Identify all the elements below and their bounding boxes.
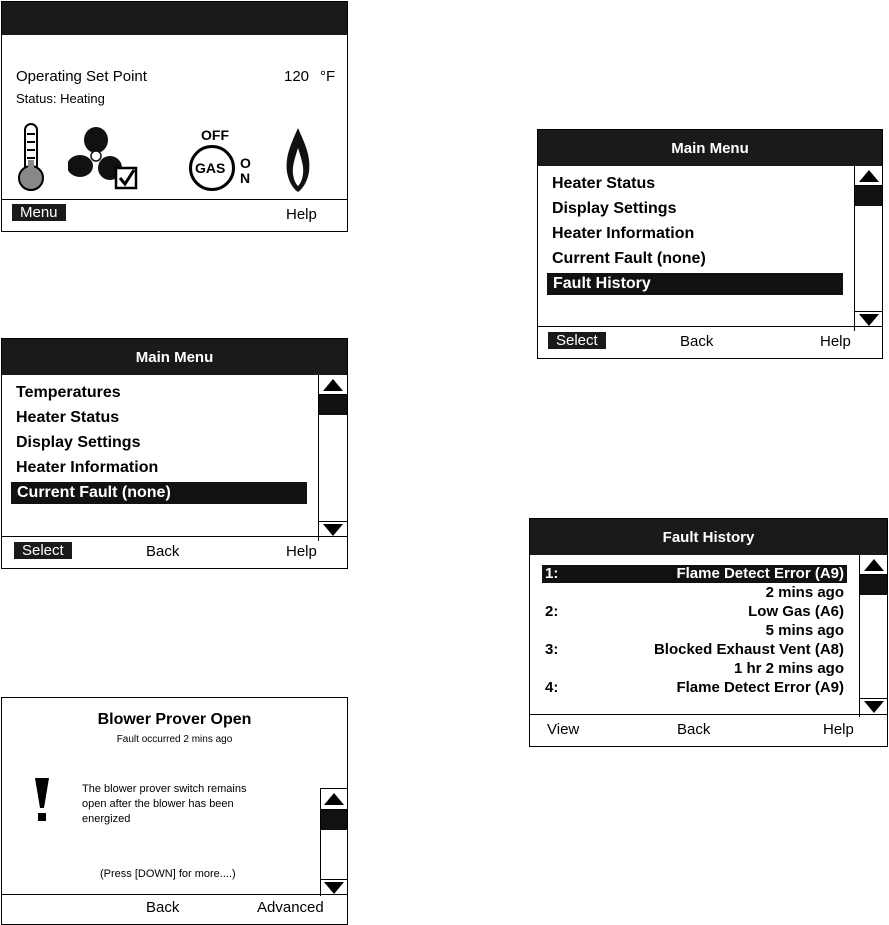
menu-scrollbar[interactable] bbox=[854, 166, 883, 331]
help-softkey[interactable]: Help bbox=[286, 206, 317, 223]
fault-description: Flame Detect Error (A9) bbox=[676, 679, 844, 696]
gas-on-letter-o: O bbox=[240, 155, 251, 171]
scroll-down-arrow-icon[interactable] bbox=[864, 701, 884, 713]
scroll-up-arrow-icon[interactable] bbox=[864, 559, 884, 571]
fault-number: 4: bbox=[545, 679, 559, 696]
menu-item-display-settings[interactable]: Display Settings bbox=[16, 434, 141, 451]
menu-item-current-fault[interactable]: Current Fault (none) bbox=[552, 250, 706, 267]
back-softkey[interactable]: Back bbox=[146, 899, 180, 916]
fault-message-line-1: The blower prover switch remains bbox=[82, 783, 247, 795]
select-softkey[interactable]: Select bbox=[548, 332, 606, 349]
scroll-thumb[interactable] bbox=[319, 395, 348, 415]
scroll-down-arrow-icon[interactable] bbox=[324, 882, 344, 894]
fault-message-line-3: energized bbox=[82, 813, 131, 825]
fault-detail-panel bbox=[1, 697, 348, 925]
fault-description: Flame Detect Error (A9) bbox=[676, 565, 844, 582]
menu-item-fault-history[interactable]: Fault History bbox=[547, 273, 843, 295]
main-menu-panel-2 bbox=[537, 129, 883, 359]
fault-history-scrollbar[interactable] bbox=[859, 555, 888, 717]
status-text: Status: Heating bbox=[16, 91, 105, 106]
scroll-down-arrow-icon[interactable] bbox=[859, 314, 879, 326]
fault-number: 2: bbox=[545, 603, 559, 620]
thermometer-icon bbox=[16, 122, 46, 194]
flame-icon bbox=[283, 126, 313, 194]
scroll-thumb[interactable] bbox=[855, 186, 883, 206]
fault-row-1-time bbox=[542, 584, 847, 602]
menu-item-current-fault[interactable]: Current Fault (none) bbox=[11, 482, 307, 504]
select-softkey[interactable]: Select bbox=[14, 542, 72, 559]
menu-item-display-settings[interactable]: Display Settings bbox=[552, 200, 677, 217]
fault-time: 2 mins ago bbox=[765, 584, 844, 601]
fault-row-2[interactable] bbox=[542, 603, 847, 621]
fault-row-2-time bbox=[542, 622, 847, 640]
fault-description: Blocked Exhaust Vent (A8) bbox=[653, 641, 844, 658]
fault-softkey-bar bbox=[2, 894, 347, 924]
main-menu-title: Main Menu bbox=[538, 130, 882, 166]
menu-scrollbar[interactable] bbox=[318, 375, 348, 541]
home-screen-panel bbox=[1, 1, 348, 232]
advanced-softkey[interactable]: Advanced bbox=[257, 899, 324, 916]
fault-scrollbar[interactable] bbox=[320, 788, 348, 896]
scroll-up-arrow-icon[interactable] bbox=[323, 379, 343, 391]
menu-softkey-bar bbox=[538, 326, 882, 358]
setpoint-value: 120 bbox=[284, 68, 310, 85]
back-softkey[interactable]: Back bbox=[677, 721, 711, 738]
scroll-thumb[interactable] bbox=[321, 810, 348, 830]
main-menu-panel-1 bbox=[1, 338, 348, 569]
fault-message-line-2: open after the blower has been bbox=[82, 798, 234, 810]
gas-label: GAS bbox=[195, 160, 226, 176]
scroll-up-arrow-icon[interactable] bbox=[324, 793, 344, 805]
help-softkey[interactable]: Help bbox=[286, 543, 317, 560]
fault-description: Low Gas (A6) bbox=[748, 603, 844, 620]
fault-subtitle: Fault occurred 2 mins ago bbox=[116, 734, 233, 745]
fan-icon bbox=[68, 126, 150, 196]
back-softkey[interactable]: Back bbox=[146, 543, 180, 560]
scroll-down-arrow-icon[interactable] bbox=[323, 524, 343, 536]
fault-history-title: Fault History bbox=[530, 519, 887, 555]
fault-number: 3: bbox=[545, 641, 559, 658]
menu-item-temperatures[interactable]: Temperatures bbox=[16, 384, 121, 401]
help-softkey[interactable]: Help bbox=[823, 721, 854, 738]
gas-off-label: OFF bbox=[201, 127, 229, 143]
scroll-up-arrow-icon[interactable] bbox=[859, 170, 879, 182]
menu-softkey[interactable]: Menu bbox=[12, 204, 66, 221]
fault-history-panel bbox=[529, 518, 888, 747]
press-down-hint: (Press [DOWN] for more....) bbox=[100, 868, 236, 880]
exclamation-icon bbox=[32, 776, 52, 824]
fault-number: 1: bbox=[545, 565, 559, 582]
help-softkey[interactable]: Help bbox=[820, 333, 851, 350]
setpoint-label: Operating Set Point bbox=[16, 68, 147, 85]
menu-item-heater-information[interactable]: Heater Information bbox=[552, 225, 695, 242]
setpoint-unit: °F bbox=[320, 68, 336, 85]
menu-item-heater-status[interactable]: Heater Status bbox=[552, 175, 656, 192]
home-softkey-bar bbox=[2, 199, 347, 231]
fault-row-1[interactable] bbox=[542, 565, 847, 583]
fault-row-3[interactable] bbox=[542, 641, 847, 659]
scroll-thumb[interactable] bbox=[860, 575, 888, 595]
fault-time: 5 mins ago bbox=[765, 622, 844, 639]
fault-row-3-time bbox=[542, 660, 847, 678]
menu-item-heater-information[interactable]: Heater Information bbox=[16, 459, 159, 476]
view-softkey[interactable]: View bbox=[547, 721, 580, 738]
menu-softkey-bar bbox=[2, 536, 347, 568]
fault-history-softkey-bar bbox=[530, 714, 887, 746]
back-softkey[interactable]: Back bbox=[680, 333, 714, 350]
fault-time: 1 hr 2 mins ago bbox=[733, 660, 844, 677]
gas-on-letter-n: N bbox=[240, 170, 251, 186]
fault-title: Blower Prover Open bbox=[97, 711, 252, 728]
fault-row-4[interactable] bbox=[542, 679, 847, 697]
menu-item-heater-status[interactable]: Heater Status bbox=[16, 409, 120, 426]
home-title-bar bbox=[2, 2, 347, 35]
main-menu-title: Main Menu bbox=[2, 339, 347, 375]
